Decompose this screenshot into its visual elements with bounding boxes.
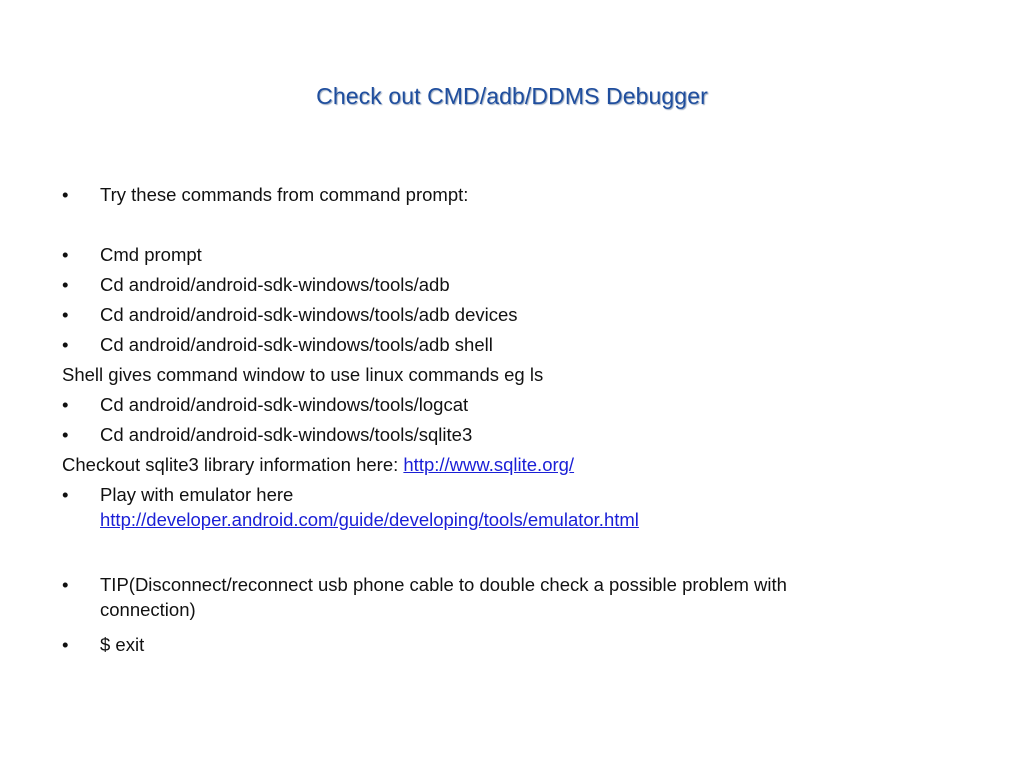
- bullet-text: $ exit: [100, 634, 145, 655]
- bullet-text: Try these commands from command prompt:: [100, 184, 469, 205]
- bullet-icon: •: [62, 244, 69, 265]
- bullet-icon: •: [62, 184, 69, 205]
- bullet-icon: •: [62, 424, 69, 445]
- bullet-text: TIP(Disconnect/reconnect usb phone cable to double check a possible problem with: [100, 574, 787, 595]
- bullet-item: [62, 302, 962, 332]
- bullet-icon: •: [62, 394, 69, 415]
- bullet-item: [62, 482, 962, 542]
- plain-text: Shell gives command window to use linux commands eg ls: [62, 364, 544, 385]
- bullet-item: [62, 242, 962, 272]
- emulator-link[interactable]: http://developer.android.com/guide/developing/tools/emulator.html: [100, 509, 639, 530]
- bullet-text: Cd android/android-sdk-windows/tools/sqlite3: [100, 424, 473, 445]
- bullet-item: [62, 572, 962, 632]
- bullet-icon: •: [62, 484, 69, 505]
- bullet-text: Cd android/android-sdk-windows/tools/adb devices: [100, 304, 518, 325]
- bullet-text: Cd android/android-sdk-windows/tools/logcat: [100, 394, 469, 415]
- bullet-item: [62, 182, 962, 212]
- bullet-item: [62, 632, 962, 662]
- bullet-icon: •: [62, 634, 69, 655]
- plain-text: Checkout sqlite3 library information here:: [62, 454, 404, 475]
- plain-line: [62, 362, 962, 392]
- bullet-text: Cmd prompt: [100, 244, 202, 265]
- bullet-text: Cd android/android-sdk-windows/tools/adb shell: [100, 334, 493, 355]
- bullet-icon: •: [62, 304, 69, 325]
- plain-line: [62, 452, 962, 482]
- bullet-item: [62, 422, 962, 452]
- sqlite-link[interactable]: http://www.sqlite.org/: [403, 454, 575, 475]
- bullet-item: [62, 272, 962, 302]
- bullet-item: [62, 392, 962, 422]
- bullet-text: Cd android/android-sdk-windows/tools/adb: [100, 274, 450, 295]
- bullet-icon: •: [62, 274, 69, 295]
- bullet-icon: •: [62, 334, 69, 355]
- slide-title: Check out CMD/adb/DDMS Debugger: [316, 83, 708, 109]
- bullet-icon: •: [62, 574, 69, 595]
- bullet-item: [62, 332, 962, 362]
- blank-line: [62, 212, 962, 242]
- slide-content: [62, 182, 962, 662]
- bullet-text-continuation: connection): [100, 599, 196, 620]
- blank-line: [62, 542, 962, 572]
- bullet-text: Play with emulator here: [100, 484, 294, 505]
